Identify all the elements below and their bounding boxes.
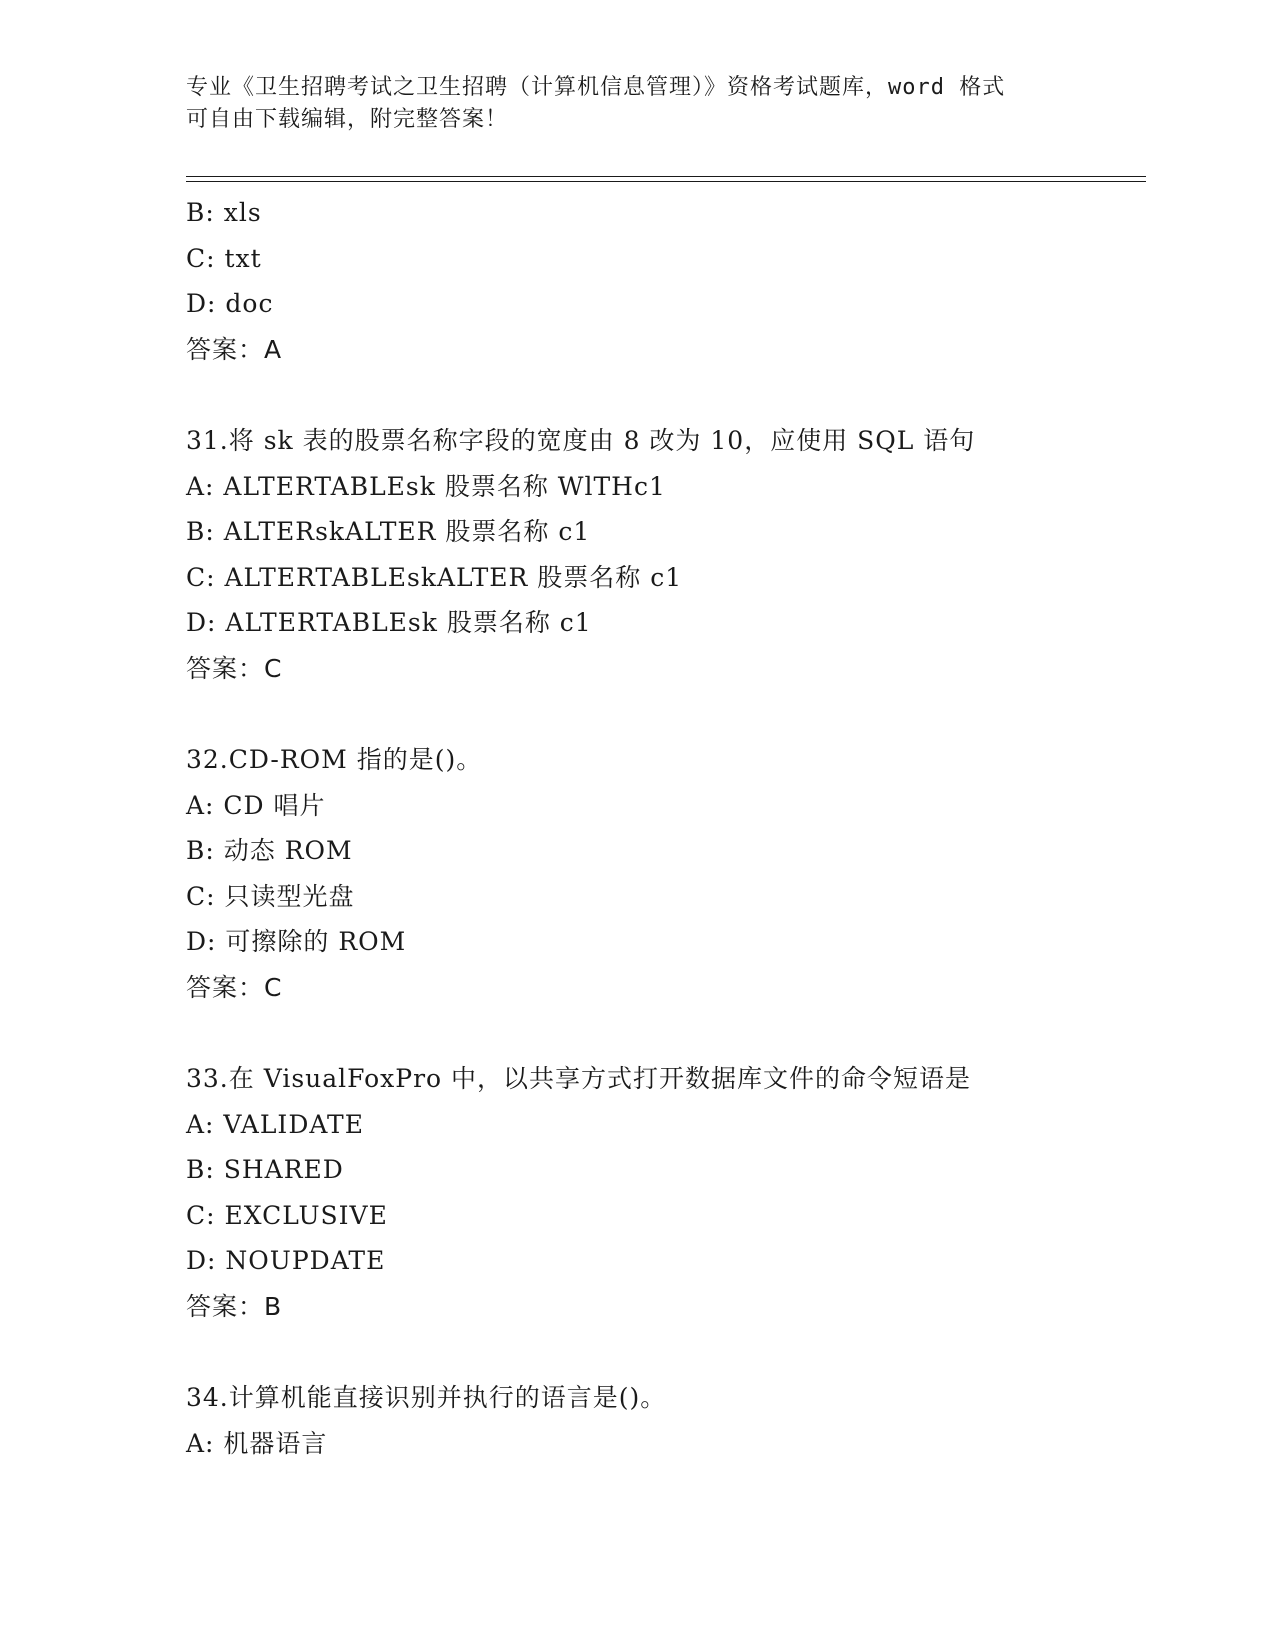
question-34 [186,1375,1146,1466]
spacer [186,372,1146,418]
question-list [186,190,1146,1466]
option-a: A: CD 唱片 [186,790,326,820]
spacer [186,691,1146,737]
option-c: C: txt [186,243,262,273]
question-text: 33.在 VisualFoxPro 中，以共享方式打开数据库文件的命令短语是 [186,1064,972,1093]
question-33 [186,1056,1146,1329]
header-line-1: 专业《卫生招聘考试之卫生招聘（计算机信息管理）》资格考试题库，word 格式 [186,75,1006,100]
question-30-continued [186,190,1146,372]
answer: 答案：C [186,972,283,1002]
option-a: A: ALTERTABLEsk 股票名称 WlTHc1 [186,471,666,501]
question-text: 32.CD-ROM 指的是()。 [186,745,483,774]
option-a: A: VALIDATE [186,1109,364,1139]
spacer [186,1329,1146,1375]
option-b: B: xls [186,198,262,227]
spacer [186,1010,1146,1056]
question-32 [186,737,1146,1010]
option-d: D: doc [186,289,274,318]
answer: 答案：A [186,334,283,364]
option-a: A: 机器语言 [186,1428,328,1458]
option-c: C: 只读型光盘 [186,881,355,911]
option-b: B: 动态 ROM [186,836,353,865]
question-text: 31.将 sk 表的股票名称字段的宽度由 8 改为 10，应使用 SQL 语句 [186,426,976,455]
option-b: B: SHARED [186,1155,344,1184]
option-c: C: EXCLUSIVE [186,1200,388,1230]
option-c: C: ALTERTABLEskALTER 股票名称 c1 [186,562,683,592]
option-d: D: NOUPDATE [186,1246,386,1275]
question-text: 34.计算机能直接识别并执行的语言是()。 [186,1383,667,1412]
question-31 [186,418,1146,691]
page-header [186,72,1086,136]
header-line-2: 可自由下载编辑，附完整答案！ [186,107,509,132]
header-divider-top [186,176,1146,177]
header-divider-bottom [186,181,1146,182]
answer: 答案：B [186,1291,283,1321]
option-b: B: ALTERskALTER 股票名称 c1 [186,517,591,546]
option-d: D: ALTERTABLEsk 股票名称 c1 [186,608,592,637]
option-d: D: 可擦除的 ROM [186,927,407,956]
answer: 答案：C [186,653,283,683]
